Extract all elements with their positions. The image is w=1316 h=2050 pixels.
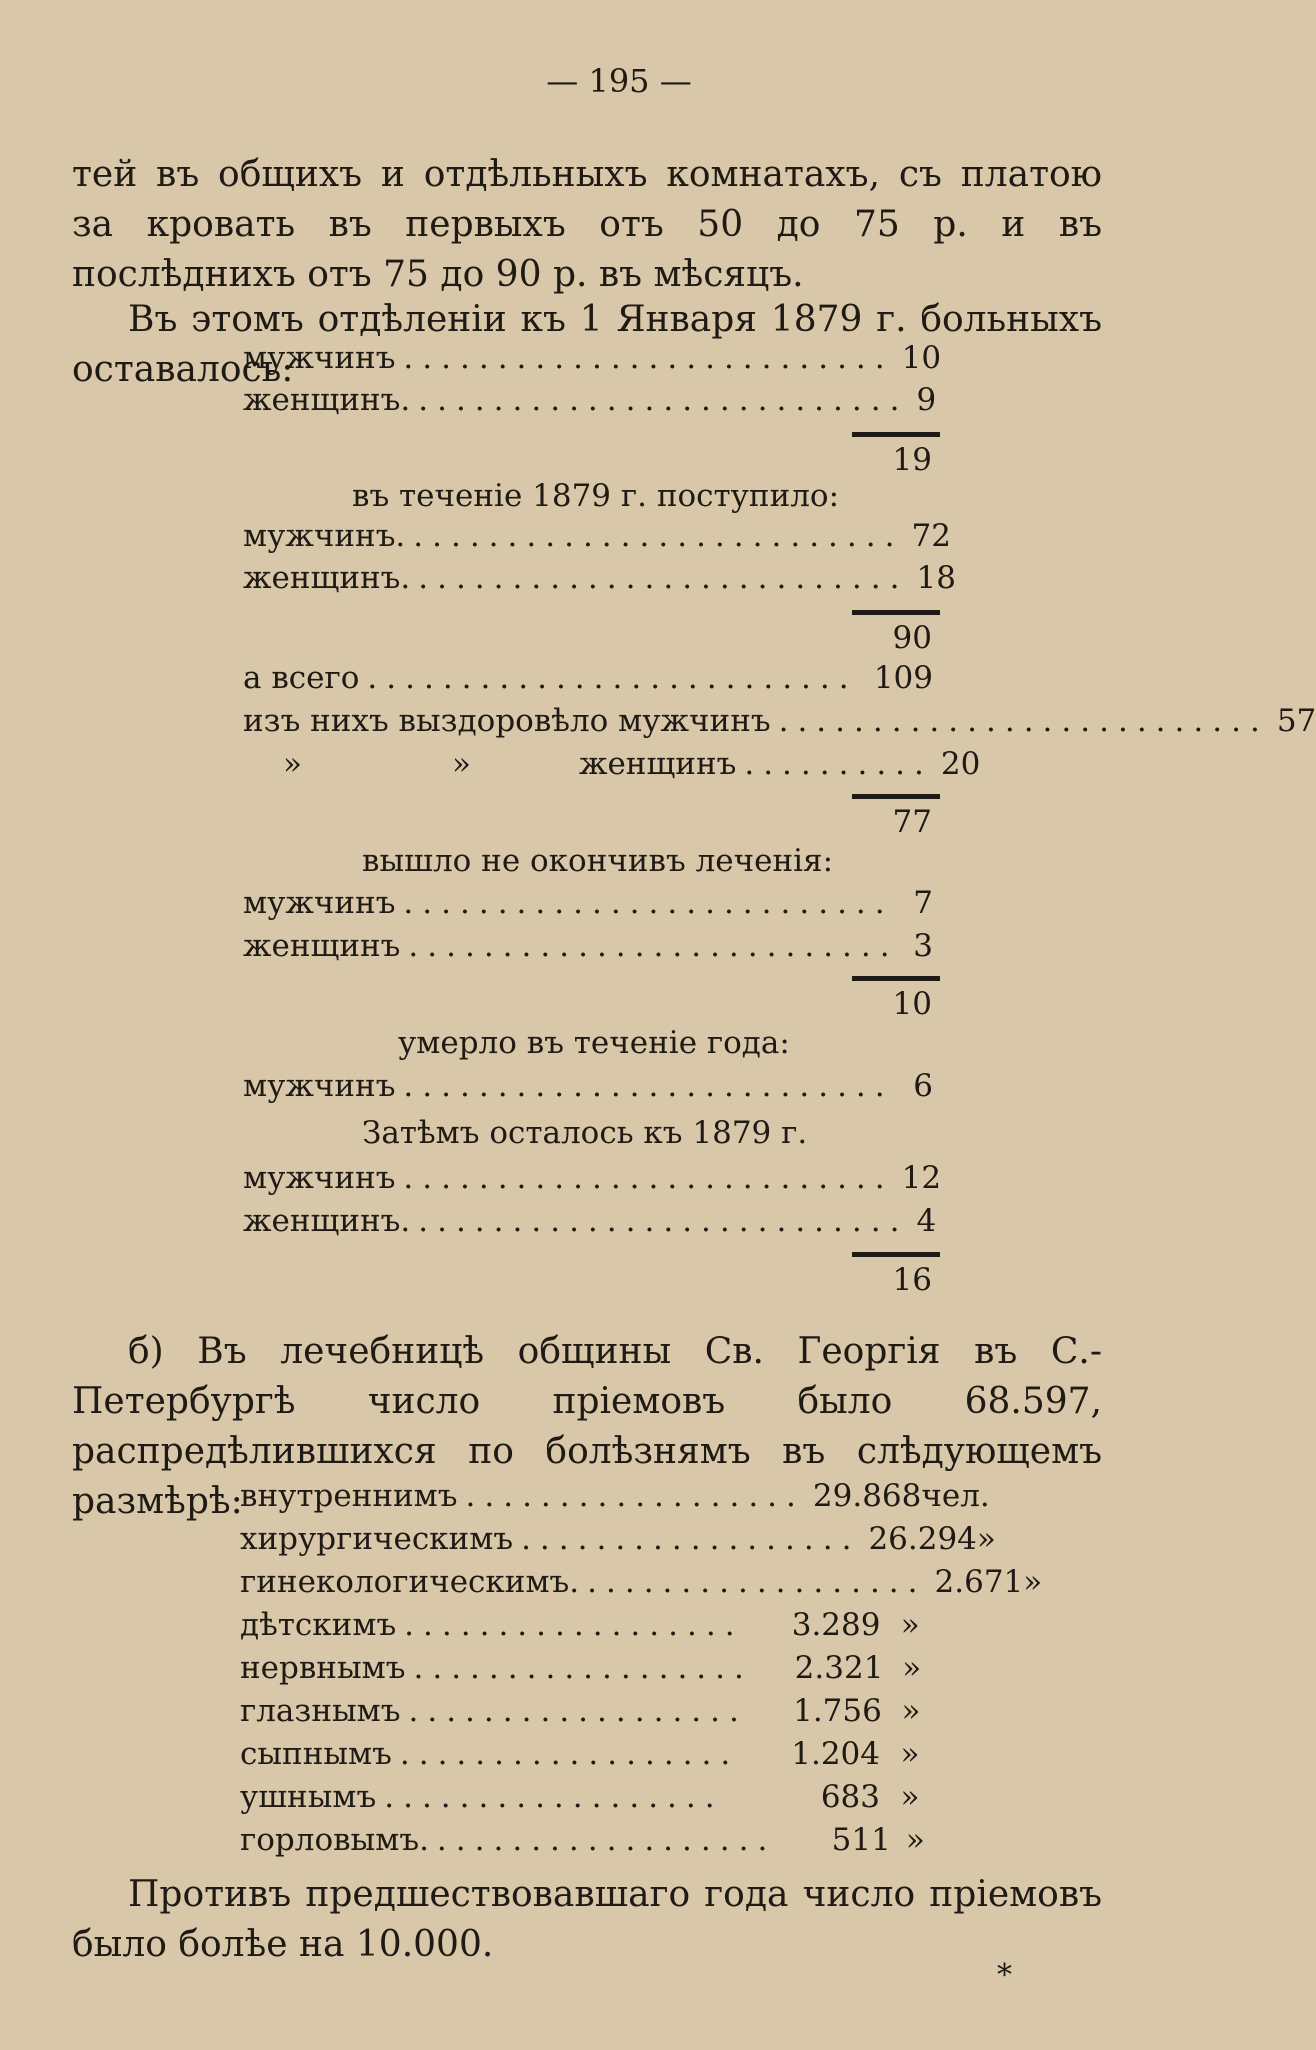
reception-unit: » (1023, 1564, 1043, 1600)
reception-unit: » (900, 1779, 920, 1815)
leader-dots: .......................... (418, 560, 909, 596)
reception-unit: » (901, 1693, 921, 1729)
stat-value: 4 (916, 1203, 937, 1239)
sum-total: 77 (892, 804, 932, 840)
stat-value: 109 (873, 660, 933, 696)
leader-dots: .................. (436, 1822, 777, 1858)
stat-value: 20 (940, 746, 981, 782)
leader-dots: .......................... (403, 1160, 894, 1196)
reception-unit: » (905, 1822, 925, 1858)
leader-dots: .......................... (418, 382, 909, 418)
ditto-mark: » (283, 746, 302, 782)
leader-dots: .......................... (778, 703, 1269, 739)
leader-dots: .................. (399, 1736, 740, 1772)
leader-dots: .................. (384, 1779, 724, 1815)
stat-label: мужчинъ (243, 340, 396, 376)
stat-value: 6 (913, 1068, 933, 1104)
stat-row (243, 703, 1316, 745)
leader-dots: .......... (744, 746, 933, 782)
reception-label: внутреннимъ (240, 1478, 458, 1514)
stat-value: 72 (911, 518, 951, 554)
reception-value: 2.671 (934, 1564, 1024, 1600)
stat-row (243, 928, 933, 970)
reception-row (240, 1693, 940, 1735)
reception-row (240, 1650, 940, 1692)
reception-unit: чел. (921, 1478, 990, 1514)
reception-label: ушнымъ (240, 1779, 377, 1815)
reception-value: 1.756 (793, 1693, 882, 1729)
reception-value: 511 (831, 1822, 891, 1858)
stat-row (243, 518, 951, 560)
leader-dots: .................. (465, 1478, 805, 1514)
stat-value: 7 (913, 885, 933, 921)
stat-value: 10 (901, 340, 942, 376)
reception-value: 3.289 (791, 1607, 881, 1643)
stat-value: 18 (916, 560, 956, 596)
leader-dots: .................. (404, 1607, 744, 1643)
stat-row (243, 1203, 937, 1245)
sum-rule (852, 794, 940, 799)
stat-value: 12 (901, 1160, 942, 1196)
sum-rule (852, 610, 940, 615)
page-number: — 195 — (546, 62, 692, 100)
stat-row (243, 1160, 942, 1202)
sum-total: 90 (892, 620, 932, 656)
reception-label: глазнымъ (240, 1693, 401, 1729)
stat-label: женщинъ (243, 928, 401, 964)
reception-value: 29.868 (812, 1478, 922, 1514)
stat-row (243, 1068, 933, 1110)
leader-dots: .................. (413, 1650, 753, 1686)
reception-row (240, 1736, 940, 1778)
stat-label: мужчинъ. (243, 518, 406, 554)
reception-value: 26.294 (868, 1521, 977, 1557)
paragraph-4: Противъ предшествовавшаго года число пріемовъ было болѣе на 10.000. (72, 1874, 1102, 1965)
section-heading: въ теченіе 1879 г. поступило: (352, 478, 840, 514)
stat-value: 9 (916, 382, 937, 418)
reception-value: 683 (820, 1779, 880, 1815)
leader-dots: .......................... (403, 885, 894, 921)
leader-dots: .................. (408, 1693, 748, 1729)
reception-value: 1.204 (791, 1736, 880, 1772)
stat-row (243, 660, 933, 702)
sum-total: 10 (892, 986, 932, 1022)
reception-label: горловымъ. (240, 1822, 429, 1858)
leader-dots: .................. (521, 1521, 861, 1557)
sum-total: 16 (892, 1262, 932, 1298)
stat-label: женщинъ. (243, 1203, 411, 1239)
stat-label: мужчинъ (243, 1160, 396, 1196)
reception-unit: » (900, 1736, 920, 1772)
stat-label: женщинъ. (243, 560, 411, 596)
leader-dots: .......................... (367, 660, 858, 696)
stat-label: мужчинъ (243, 1068, 396, 1104)
stat-label: мужчинъ (243, 885, 396, 921)
reception-row (240, 1478, 990, 1520)
sum-total: 19 (892, 442, 932, 478)
signature-mark: * (997, 1958, 1012, 1993)
stat-value: 3 (913, 928, 933, 964)
ditto-mark: » (451, 746, 471, 782)
paragraph-2: Въ этомъ отдѣленіи къ 1 Января 1879 г. больныхъ оставалось: (72, 299, 1102, 390)
stat-value: 57 (1276, 703, 1316, 739)
sum-rule (852, 1252, 940, 1257)
reception-label: хирургическимъ (240, 1521, 514, 1557)
leader-dots: .......................... (418, 1203, 909, 1239)
stat-label: женщинъ (578, 746, 737, 782)
stat-row (243, 885, 933, 927)
sum-rule (852, 976, 940, 981)
reception-unit: » (900, 1607, 920, 1643)
reception-unit: » (976, 1521, 996, 1557)
reception-row (240, 1564, 1043, 1606)
reception-row (240, 1779, 940, 1821)
section-heading: вышло не окончивъ леченія: (362, 843, 834, 879)
reception-label: гинекологическимъ. (240, 1564, 580, 1600)
reception-label: сыпнымъ (240, 1736, 392, 1772)
reception-row (240, 1521, 996, 1563)
stat-row (243, 746, 981, 788)
stat-label: а всего (243, 660, 360, 696)
stat-label: изъ нихъ выздоровѣло мужчинъ (243, 703, 771, 739)
leader-dots: .................. (587, 1564, 927, 1600)
leader-dots: .......................... (408, 928, 899, 964)
stat-row (243, 340, 942, 382)
leader-dots: .......................... (413, 518, 904, 554)
section-heading: Затѣмъ осталось къ 1879 г. (362, 1115, 808, 1151)
stat-label: женщинъ. (243, 382, 411, 418)
reception-label: нервнымъ (240, 1650, 406, 1686)
paragraph-1: тей въ общихъ и отдѣльныхъ комнатахъ, съ платою за кровать въ первыхъ отъ 50 до 75 р. и въ послѣднихъ отъ 75 до 90 р. въ мѣсяцъ. (72, 154, 1102, 295)
reception-value: 2.321 (794, 1650, 884, 1686)
sum-rule (852, 432, 940, 437)
section-heading: умерло въ теченіе года: (398, 1025, 790, 1061)
reception-label: дѣтскимъ (240, 1607, 397, 1643)
reception-unit: » (902, 1650, 922, 1686)
paragraph-3: б) Въ лечебницѣ общины Св. Георгія въ С.-Петербургѣ число пріемовъ было 68.597, распредѣлившихся по болѣзнямъ въ слѣдующемъ размѣрѣ: (72, 1331, 1102, 1522)
stat-row (243, 560, 956, 602)
leader-dots: .......................... (403, 340, 894, 376)
reception-row (240, 1607, 940, 1649)
reception-row (240, 1822, 940, 1864)
stat-row (243, 382, 937, 424)
leader-dots: .......................... (403, 1068, 894, 1104)
